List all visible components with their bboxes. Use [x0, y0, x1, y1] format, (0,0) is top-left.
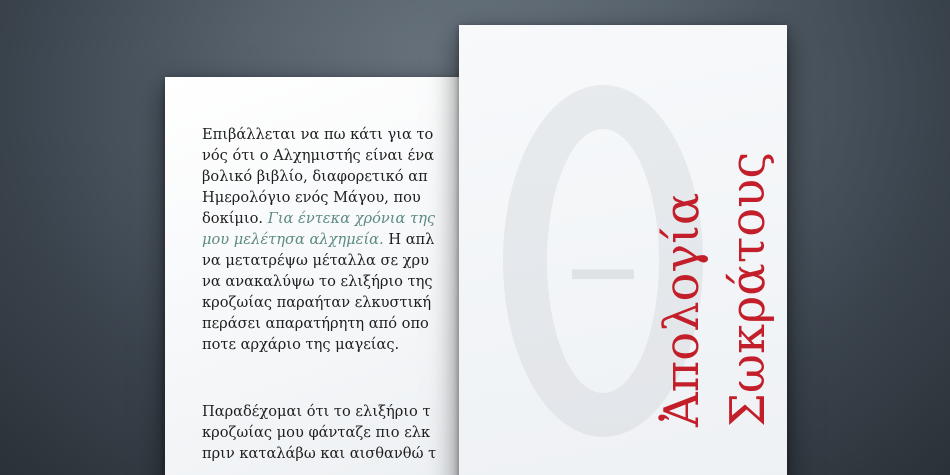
back-text-card — [165, 77, 495, 475]
text-line: να ανακαλύψω το ελιξήριο της — [202, 273, 433, 290]
theta-watermark-bar: – — [565, 176, 641, 350]
front-title-card — [459, 25, 787, 475]
text-line: νός ότι ο Αλχημιστής είναι ένα — [202, 147, 434, 164]
text-line: Παραδέχομαι ότι το ελιξήριο τ — [202, 403, 431, 420]
text-line: βολικό βιβλίο, διαφορετικό απ — [202, 168, 428, 185]
italic-phrase: Για έντεκα χρόνια της — [267, 210, 435, 227]
text-line: ποτε αρχάριο της μαγείας. — [202, 336, 400, 353]
text-line-start: δοκίμιο. — [202, 210, 268, 227]
title-line-apologia: Ἀπολογία — [654, 192, 710, 427]
text-line: περάσει απαρατήρητη από οπο — [202, 315, 429, 332]
text-line: να μετατρέψω μέταλλα σε χρυ — [202, 252, 429, 269]
text-line: κροζωίας μου φάνταζε πιο ελκ — [202, 424, 431, 441]
text-line: Ημερολόγιο ενός Μάγου, που — [202, 189, 421, 206]
italic-phrase: μου μελέτησα αλχημεία. — [202, 231, 384, 248]
text-line: Επιβάλλεται να πω κάτι για το — [202, 126, 434, 143]
text-line: πριν καταλάβω και αισθανθώ τ — [202, 445, 437, 462]
text-line: κροζωίας παραήταν ελκυστική — [202, 294, 432, 311]
text-line-end: Η απλ — [383, 231, 435, 248]
title-line-sokratous: Σωκράτους — [720, 151, 776, 427]
